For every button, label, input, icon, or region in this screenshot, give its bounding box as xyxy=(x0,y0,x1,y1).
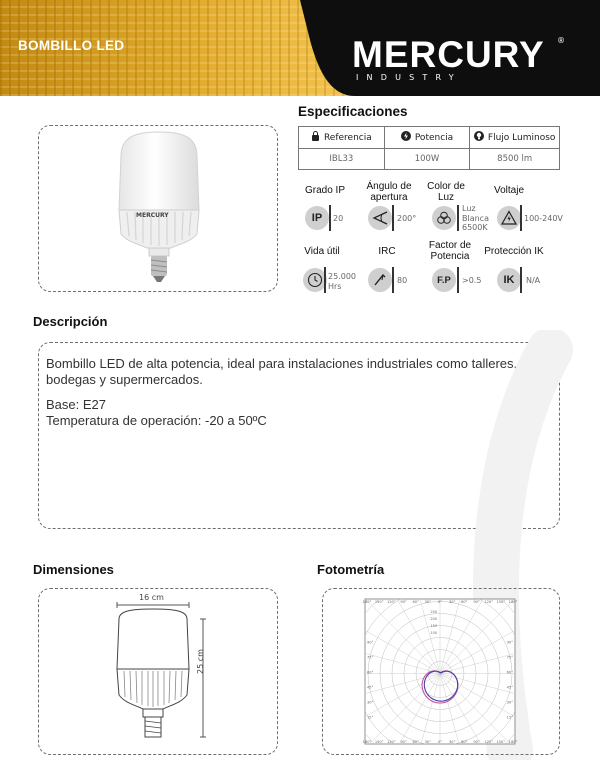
polar-bottom-label: 30° xyxy=(424,740,431,744)
spec-header-flux: Flujo Luminoso xyxy=(470,127,560,149)
polar-bottom-label: 180° xyxy=(508,740,518,744)
beam-angle-icon xyxy=(368,206,392,230)
spec-label-power-factor: Factor de Potencia xyxy=(428,240,472,262)
dimension-width: 16 cm xyxy=(139,593,164,602)
power-factor-icon: F.P xyxy=(432,268,456,292)
divider xyxy=(329,205,331,231)
polar-side-label: 75° xyxy=(367,655,374,660)
polar-top-label: 90° xyxy=(400,600,407,604)
brand-subtitle: INDUSTRY xyxy=(356,73,462,82)
divider xyxy=(392,267,394,293)
divider xyxy=(457,267,459,293)
lightning-icon xyxy=(401,131,411,144)
spec-value-power-factor: >0.5 xyxy=(462,276,482,285)
description-temperature: Temperatura de operación: -20 a 50ºC xyxy=(46,413,267,428)
polar-side-label: 30° xyxy=(367,700,374,705)
led-bulb-image xyxy=(39,126,279,293)
brand-logo: MERCURY xyxy=(352,34,545,75)
spec-label-ip: Grado IP xyxy=(304,185,346,196)
polar-top-label: 120° xyxy=(386,600,396,604)
product-image-frame xyxy=(38,125,278,292)
specs-heading: Especificaciones xyxy=(298,104,408,119)
polar-side-label: 45° xyxy=(506,685,513,690)
polar-top-label: 30° xyxy=(449,600,456,604)
spec-value-voltage: 100-240V xyxy=(524,214,563,223)
polar-radial-label: 250 xyxy=(430,610,437,614)
irc-icon xyxy=(368,268,392,292)
polar-top-label: 120° xyxy=(484,600,494,604)
photometry-heading: Fotometría xyxy=(317,562,385,577)
polar-top-label: 150° xyxy=(496,600,506,604)
divider xyxy=(392,205,394,231)
header-banner xyxy=(0,0,600,96)
polar-bottom-label: 180° xyxy=(362,740,372,744)
light-color-icon xyxy=(432,206,456,230)
dimensions-frame xyxy=(38,588,278,755)
polar-side-label: 75° xyxy=(506,655,513,660)
polar-side-label: 45° xyxy=(367,685,374,690)
spec-value-lifetime: 25.000 Hrs xyxy=(328,272,356,291)
divider xyxy=(324,267,326,293)
description-text: Bombillo LED de alta potencia, ideal para instalaciones industriales como talleres, bodegas y supermercados. xyxy=(46,356,518,387)
divider xyxy=(520,205,522,231)
spec-label-ik: Protección IK xyxy=(484,246,544,257)
divider xyxy=(457,205,459,231)
polar-radial-label: 100 xyxy=(430,631,437,635)
spec-value-ip: 20 xyxy=(333,214,344,223)
spec-value-light-color: Luz Blanca 6500K xyxy=(462,204,489,232)
polar-bottom-label: 60° xyxy=(461,740,468,744)
polar-radial-label: 200 xyxy=(430,617,437,621)
product-category-title: BOMBILLO LED xyxy=(18,38,125,53)
polar-side-label: 60° xyxy=(506,670,513,675)
polar-bottom-label: 150° xyxy=(496,740,506,744)
polar-top-label: 90° xyxy=(473,600,480,604)
polar-bottom-label: 120° xyxy=(386,740,396,744)
registered-mark: ® xyxy=(557,36,565,45)
dimension-height: 25 cm xyxy=(196,649,205,674)
polar-diagram xyxy=(323,589,561,756)
polar-bottom-label: 0° xyxy=(437,740,443,744)
polar-bottom-label: 150° xyxy=(374,740,384,744)
specs-table xyxy=(298,126,560,170)
polar-top-label: 60° xyxy=(461,600,468,604)
polar-side-label: 15° xyxy=(506,715,513,720)
divider xyxy=(520,267,522,293)
ip-icon: IP xyxy=(305,206,329,230)
spec-value-flux: 8500 lm xyxy=(470,149,560,170)
spec-label-light-color: Color de Luz xyxy=(427,181,465,203)
polar-radial-label: 150 xyxy=(430,624,437,628)
polar-top-label: 150° xyxy=(374,600,384,604)
bulb-icon xyxy=(474,131,484,144)
ik-icon: IK xyxy=(497,268,521,292)
polar-bottom-label: 120° xyxy=(484,740,494,744)
spec-label-voltage: Voltaje xyxy=(493,185,525,196)
description-heading: Descripción xyxy=(33,314,108,329)
polar-side-label: 90° xyxy=(367,640,374,645)
polar-side-label: 30° xyxy=(506,700,513,705)
polar-top-label: 60° xyxy=(412,600,419,604)
polar-top-label: 0° xyxy=(437,600,443,604)
polar-side-label: 60° xyxy=(367,670,374,675)
polar-side-label: 90° xyxy=(506,640,513,645)
spec-header-power: Potencia xyxy=(384,127,470,149)
polar-bottom-label: 30° xyxy=(449,740,456,744)
spec-label-angle: Ángulo de apertura xyxy=(366,181,412,203)
polar-bottom-label: 90° xyxy=(473,740,480,744)
spec-value-irc: 80 xyxy=(397,276,408,285)
polar-top-label: 180° xyxy=(508,600,518,604)
polar-top-label: 30° xyxy=(424,600,431,604)
spec-label-irc: IRC xyxy=(378,246,396,257)
lock-icon xyxy=(311,131,320,144)
spec-value-ik: N/A xyxy=(526,276,541,285)
bulb-brand-print: MERCURY xyxy=(136,212,169,219)
bulb-dimension-drawing xyxy=(39,589,279,756)
dimensions-heading: Dimensiones xyxy=(33,562,114,577)
spec-label-lifetime: Vida útil xyxy=(304,246,340,257)
spec-value-reference: IBL33 xyxy=(299,149,385,170)
photometry-frame xyxy=(322,588,560,755)
voltage-icon xyxy=(497,206,521,230)
description-base: Base: E27 xyxy=(46,397,106,412)
polar-top-label: 180° xyxy=(362,600,372,604)
spec-value-power: 100W xyxy=(384,149,470,170)
spec-header-reference: Referencia xyxy=(299,127,385,149)
polar-bottom-label: 60° xyxy=(412,740,419,744)
polar-bottom-label: 90° xyxy=(400,740,407,744)
spec-value-angle: 200° xyxy=(397,214,417,223)
polar-side-label: 15° xyxy=(367,715,374,720)
